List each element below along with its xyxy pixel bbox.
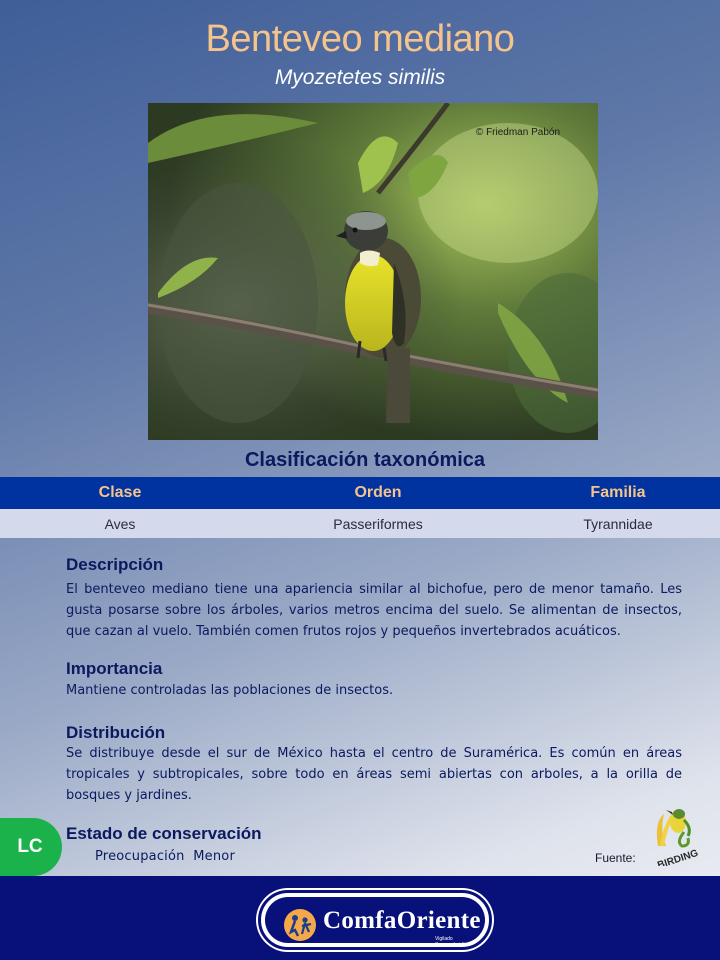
taxonomy-value-order: Passeriformes [333,515,423,532]
taxonomy-header-order: Orden [354,484,402,501]
distribution-heading: Distribución [66,723,166,742]
taxonomy-value-row [0,509,720,538]
comfaoriente-logo [258,890,492,950]
footer [0,876,720,960]
importance-text: Mantiene controladas las poblaciones de insectos. [66,683,394,698]
bird-illustration [148,103,598,440]
taxonomy-value-family: Tyrannidae [583,515,653,532]
comfaoriente-logo-subtext: Vigilado Supersubsidio [435,936,467,948]
bird-photo [148,103,598,440]
family-icon [283,908,317,942]
distribution-text: Se distribuye desde el sur de México hasta el centro de Suramérica. Es común en áreas tropicales y subtropicales, sobre todo en áreas semi abiertas con arboles, a la orilla de bosques y jardines. [66,746,682,803]
photo-credit: © Friedman Pabón [475,127,560,138]
description-text: El benteveo mediano tiene una apariencia similar al bichofue, pero de menor tamaño. Les gusta posarse sobre los árboles, varios metros encima del suelo. Se alimentan de insectos, que cazan al vuelo. También comen frutos rojos y pequeños invertebrados acuáticos. [66,582,682,639]
page-title: Benteveo mediano [205,18,515,60]
description-heading: Descripción [66,555,164,574]
birding-logo [648,802,710,866]
taxonomy-heading: Clasificación taxonómica [244,449,486,471]
birding-logo-icon [648,802,710,866]
importance-heading: Importancia [66,659,163,678]
taxonomy-value-class: Aves [104,515,136,532]
taxonomy-header-class: Clase [98,484,142,501]
conservation-status-text: Preocupación Menor [95,849,235,864]
comfaoriente-logo-text: ComfaOriente [323,907,481,934]
taxonomy-header-family: Familia [590,484,646,501]
source-label: Fuente: [595,851,636,865]
conservation-status-badge: LC [0,818,62,876]
conservation-heading: Estado de conservación [66,824,262,843]
scientific-name: Myozetetes similis [274,66,446,89]
birding-logo-text: BIRDING [656,847,700,866]
taxonomy-header-row [0,477,720,509]
